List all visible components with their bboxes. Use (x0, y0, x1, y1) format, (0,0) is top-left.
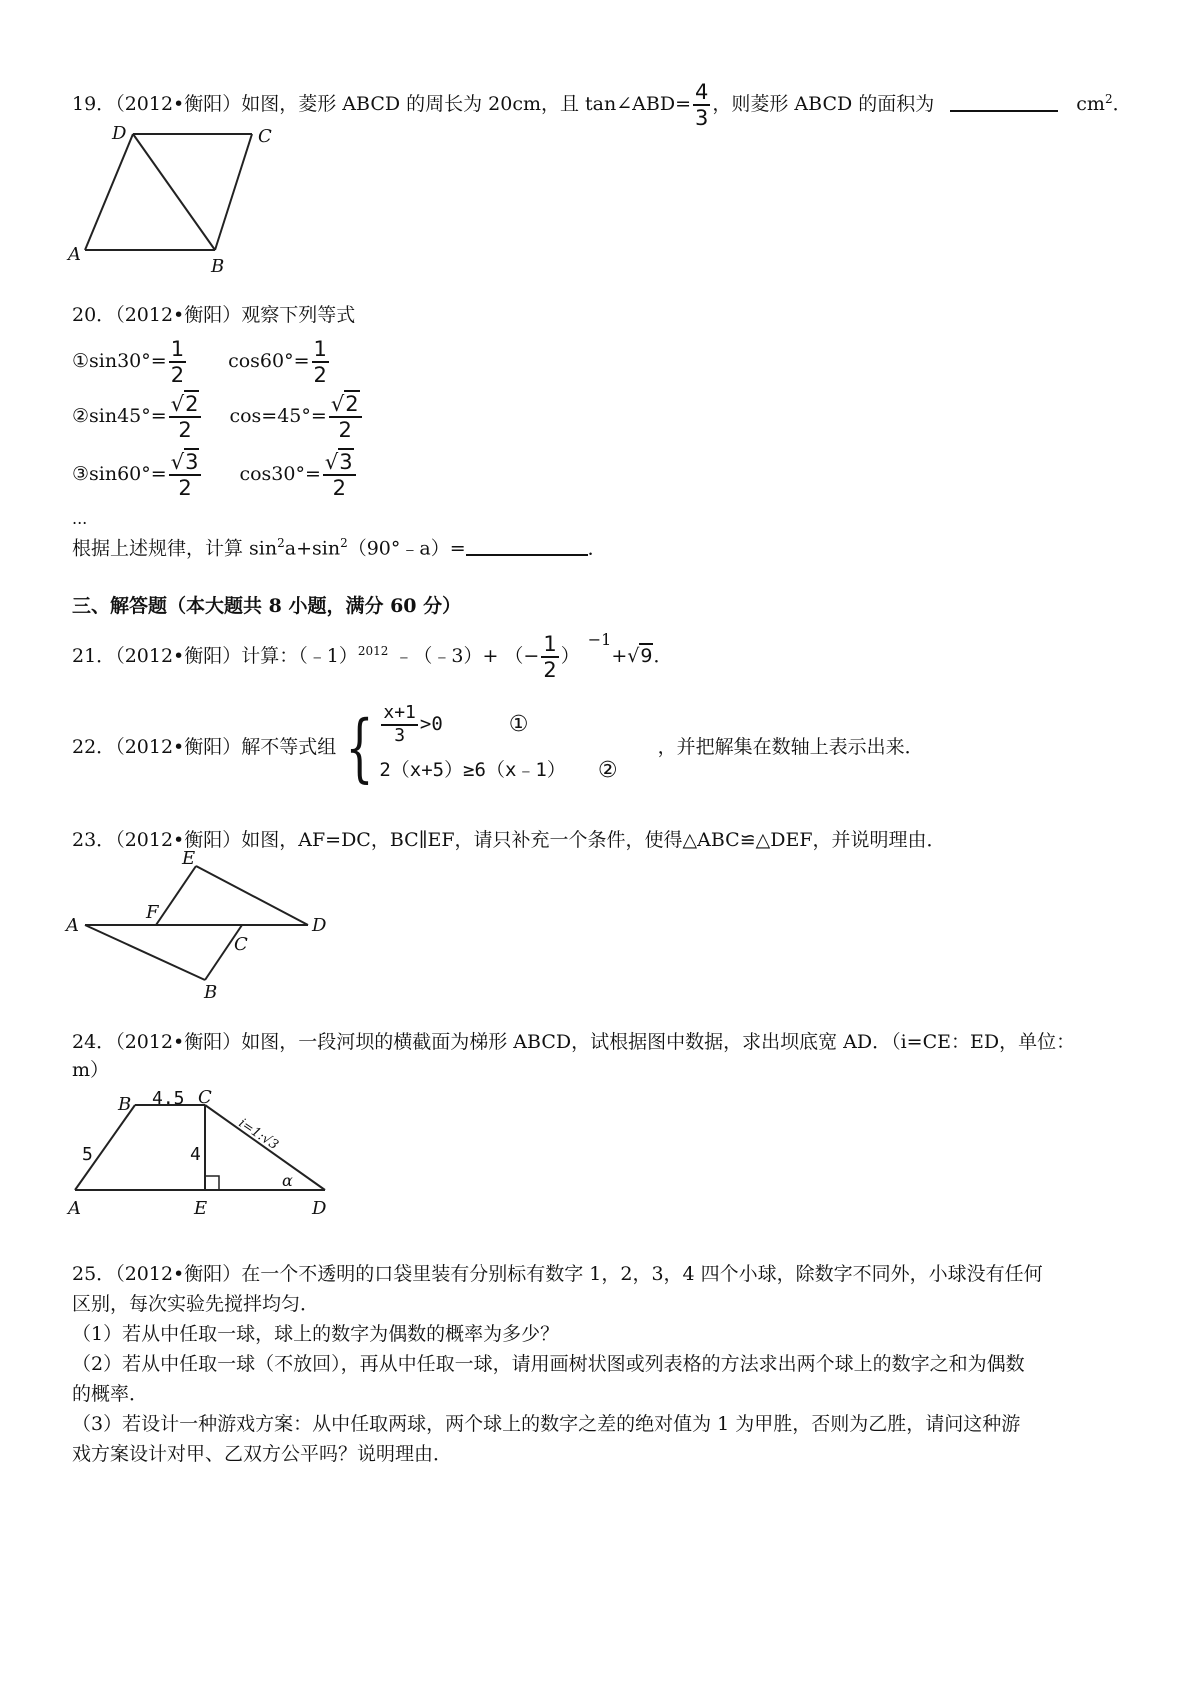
q21-source: （2012•衡阳） (115, 645, 242, 668)
q20-row-3 (72, 450, 358, 500)
q20-row2-left-num-wrap (169, 392, 202, 418)
q21-frac-num: 1 (541, 632, 558, 658)
q20-answer-blank[interactable] (466, 536, 588, 556)
q21-paren-l: （ (504, 645, 524, 668)
q22-tail: ，并把解集在数轴上表示出来． (657, 736, 924, 759)
q21-exp: 2012 (357, 643, 389, 658)
q25-text-line1: 在一个不透明的口袋里装有分别标有数字 1，2，3，4 四个小球，除数字不同外，小球没有任何 (241, 1263, 1043, 1285)
q20-row2-left-frac (169, 392, 202, 442)
q23-label-d: D (312, 915, 327, 936)
q19-tail: ，则菱形 ABCD 的面积为 (712, 93, 935, 116)
q20-rule-c: （90°﹣a）= (347, 537, 466, 560)
q19-frac-den: 3 (695, 106, 709, 131)
q22-row1-mark: ① (508, 712, 529, 738)
q24-text: 如图，一段河坝的横截面为梯形 ABCD，试根据图中数据，求出坝底宽 AD．（i=CE：ED，单位： (241, 1031, 1076, 1053)
q20-row2-left-sqrt: √2 (170, 392, 199, 416)
q20-row2-right-frac (329, 392, 362, 442)
q20-row1-left-den: 2 (170, 363, 185, 388)
q20-source: （2012•衡阳） (115, 304, 242, 326)
q20-rule-end: ． (587, 537, 607, 560)
q25-source: （2012•衡阳） (115, 1263, 242, 1285)
q20-row1-right-frac (312, 337, 329, 387)
q22-row-2 (379, 748, 617, 794)
q20-row3-right-radicand: 3 (339, 450, 353, 474)
q24-label-e: E (194, 1198, 208, 1219)
q24-label-d: D (312, 1198, 327, 1219)
q20-row3-left-radicand: 3 (185, 450, 199, 474)
q20-rule-b: a+sin (284, 537, 341, 560)
q23-text: 如图，AF=DC，BC∥EF，请只补充一个条件，使得△ABC≌△DEF，并说明理由． (241, 829, 946, 851)
q24-label-c: C (198, 1090, 212, 1108)
q24-slope-label: i=1:√3 (235, 1115, 281, 1154)
q20-row3-left: ③sin60°= (72, 463, 167, 486)
q20-row3-right: cos30°= (239, 463, 321, 486)
q20-stem (72, 303, 355, 329)
q24-source: （2012•衡阳） (115, 1031, 242, 1053)
q22-system (336, 702, 617, 794)
q24-stem (72, 1030, 1075, 1056)
q20-rule-a: 根据上述规律，计算 sin (72, 537, 278, 560)
q19-number: 19． (72, 93, 116, 116)
q22-text: 解不等式组 (241, 736, 337, 759)
q24-length-bc: 4.5 (152, 1090, 185, 1109)
q20-ellipsis: ... (72, 509, 88, 528)
q24-trapezoid-figure (60, 1090, 350, 1225)
q20-row3-left-den: 2 (178, 476, 192, 501)
q21-fraction (541, 632, 558, 682)
q19-label-d: D (112, 123, 127, 144)
q20-row1-right-den: 2 (313, 363, 327, 388)
q23-label-a: A (66, 915, 79, 936)
q20-row1-left-num: 1 (169, 337, 186, 363)
q20-row2-right-den: 2 (338, 418, 352, 443)
q24-number: 24． (72, 1031, 116, 1053)
q21-number: 21． (72, 645, 116, 668)
q19-rhombus-figure (60, 122, 300, 282)
q20-row3-right-sqrt: √3 (324, 450, 353, 474)
q20-row3-right-den: 2 (332, 476, 346, 501)
q21-sqrt: √9 (627, 645, 653, 668)
q23-label-f: F (146, 902, 159, 923)
q20-rule-exp1: 2 (277, 536, 285, 550)
q20-row2-right: cos=45°= (229, 405, 327, 428)
q21-neg: − (523, 645, 540, 668)
q25-part1: （1）若从中任取一球，球上的数字为偶数的概率为多少？ (72, 1323, 560, 1345)
q22-row1-tail: >0 (419, 713, 443, 736)
q23-label-c: C (234, 934, 248, 955)
q20-row3-right-num-wrap (323, 450, 356, 476)
q19-end: ． (1112, 93, 1132, 116)
q19-label-b: B (211, 256, 225, 277)
q22-row1-frac (381, 703, 418, 746)
q23-label-e: E (182, 850, 196, 869)
q22-row1-den: 3 (394, 725, 406, 746)
q23-source: （2012•衡阳） (115, 829, 242, 851)
q19-edge-da (85, 134, 133, 250)
q22-source: （2012•衡阳） (115, 736, 242, 759)
q24-label-a: A (68, 1198, 81, 1219)
q21-plus: + (611, 645, 628, 668)
q20-row2-left-den: 2 (178, 418, 192, 443)
q25-part3-line1: （3）若设计一种游戏方案：从中任取两球，两个球上的数字之差的绝对值为 1 为甲胜，否则为乙胜，请问这种游 (72, 1413, 1021, 1435)
q20-row3-left-num-wrap (169, 450, 202, 476)
q20-row3-left-sqrt: √3 (170, 450, 199, 474)
q25-part2-line1: （2）若从中任取一球（不放回），再从中任取一球，请用画树状图或列表格的方法求出两个球上的数字之和为偶数 (72, 1353, 1025, 1375)
q20-row1-right-num: 1 (312, 337, 329, 363)
q25-number: 25． (72, 1263, 116, 1285)
q19-frac-num: 4 (693, 80, 710, 106)
q22-rows (379, 702, 617, 794)
q22-number: 22． (72, 736, 116, 759)
q19-edge-bc (215, 134, 252, 250)
q19-unit: cm (1076, 93, 1105, 116)
section3-title: 三、解答题（本大题共 8 小题，满分 60 分） (72, 595, 462, 617)
q22-row1-num: x+1 (381, 703, 418, 726)
q25-line1 (72, 1262, 1043, 1288)
q25-part2-line2: 的概率． (72, 1383, 149, 1405)
q22-stem (72, 702, 924, 794)
q24-length-ab: 5 (82, 1144, 93, 1165)
q20-row3-right-frac (323, 450, 356, 500)
q24-angle-alpha: α (282, 1171, 293, 1190)
q21-frac-den: 2 (543, 658, 557, 683)
q22-brace-icon: { (345, 705, 374, 791)
q19-label-a: A (68, 244, 81, 265)
q21-radicand: 9 (640, 645, 653, 668)
q21-exp2: −1 (587, 629, 612, 649)
q20-number: 20． (72, 304, 116, 326)
q19-unit-exp: 2 (1104, 91, 1113, 106)
q23-triangles-figure (60, 850, 350, 1000)
q22-row2: 2（x+5）≥6（x﹣1） (379, 759, 566, 782)
q20-row3-left-frac (169, 450, 202, 500)
q24-label-b: B (118, 1094, 132, 1115)
q19-source: （2012•衡阳） (115, 93, 242, 116)
q23-label-b: B (204, 982, 218, 1000)
q23-edge-ab (85, 925, 205, 980)
q19-text: 如图，菱形 ABCD 的周长为 20cm，且 tan∠ABD= (241, 93, 692, 116)
q24-length-ce: 4 (190, 1144, 201, 1165)
q19-answer-blank[interactable] (950, 92, 1058, 112)
q24-stem-line2: m） (72, 1059, 110, 1081)
q21-text: 计算：（﹣1） (241, 645, 358, 668)
q23-number: 23． (72, 829, 116, 851)
q25-part3-line2: 戏方案设计对甲、乙双方公平吗？说明理由． (72, 1443, 453, 1465)
q23-edge-ed (196, 866, 308, 925)
q25-line2: 区别，每次实验先搅拌均匀． (72, 1293, 320, 1315)
q19-label-c: C (258, 126, 272, 147)
q20-rule (72, 535, 607, 562)
q23-edge-fe (156, 866, 196, 925)
q20-row2-left-radicand: 2 (185, 392, 199, 416)
q20-text: 观察下列等式 (241, 304, 356, 326)
q20-row2-right-num-wrap (329, 392, 362, 418)
q22-row2-mark: ② (597, 758, 618, 784)
q21-paren-r: ） (560, 645, 580, 668)
q20-row2-right-sqrt: √2 (330, 392, 359, 416)
q20-row1-left-frac (169, 337, 186, 387)
q24-right-angle-icon (205, 1176, 219, 1190)
q20-row-2 (72, 392, 364, 442)
q21-mid: ﹣（﹣3）+ (394, 645, 499, 668)
q20-row1-left: ①sin30°= (72, 350, 167, 373)
q19-diagonal-bd (133, 134, 215, 250)
q20-row2-left: ②sin45°= (72, 405, 167, 428)
q21-stem (72, 629, 673, 683)
q22-row-1 (379, 702, 617, 748)
q19-fraction (693, 80, 710, 130)
q20-rule-exp2: 2 (340, 536, 348, 550)
q20-row-1 (72, 337, 331, 387)
q20-row2-right-radicand: 2 (345, 392, 359, 416)
q21-end: ． (653, 645, 673, 668)
q20-row1-right: cos60°= (228, 350, 310, 373)
